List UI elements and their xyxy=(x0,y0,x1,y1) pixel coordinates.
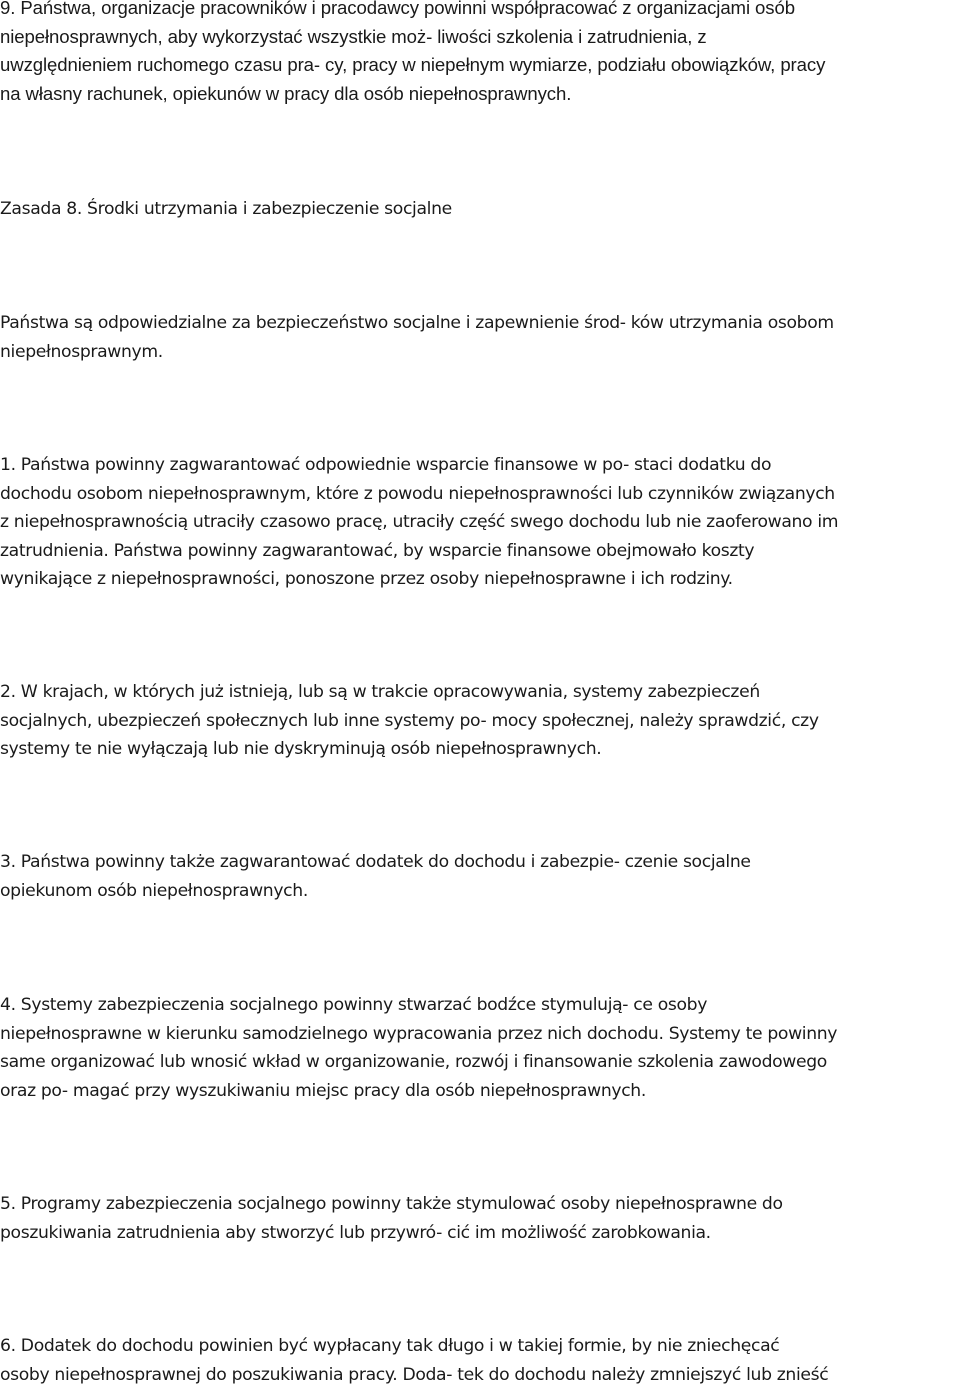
paragraph-line: oraz po- magać przy wyszukiwaniu miejsc pracy dla osób niepełnosprawnych. xyxy=(0,1080,646,1101)
paragraph-line: 1. Państwa powinny zagwarantować odpowiednie wsparcie finansowe w po- staci dodatku do xyxy=(0,455,772,475)
intro-paragraph xyxy=(0,0,825,108)
section-heading-text: Zasada 8. Środki utrzymania i zabezpieczenie socjalne xyxy=(0,199,452,219)
intro-line: niepełnosprawnych, aby wykorzystać wszystkie moż- liwości szkolenia i zatrudnienia, z xyxy=(0,25,707,47)
intro-line: na własny rachunek, opiekunów w pracy dla osób niepełnosprawnych. xyxy=(0,82,572,104)
paragraph-line: z niepełnosprawnością utraciły czasowo pracę, utraciły część swego dochodu lub nie zaoferowano im xyxy=(0,512,839,532)
point-3-paragraph xyxy=(0,848,751,905)
paragraph-line: systemy te nie wyłączają lub nie dyskryminują osób niepełnosprawnych. xyxy=(0,739,602,759)
point-1-paragraph xyxy=(0,451,838,594)
paragraph-line: 2. W krajach, w których już istnieją, lub są w trakcie opracowywania, systemy zabezpieczeń xyxy=(0,682,760,702)
point-2-paragraph xyxy=(0,678,819,764)
point-5-paragraph xyxy=(0,1190,783,1247)
paragraph-line: niepełnosprawne w kierunku samodzielnego wypracowania przez nich dochodu. Systemy te powinny xyxy=(0,1023,838,1044)
paragraph-line: same organizować lub wnosić wkład w organizowanie, rozwój i finansowanie szkolenia zawodowego xyxy=(0,1052,827,1072)
paragraph-line: Państwa są odpowiedzialne za bezpieczeństwo socjalne i zapewnienie środ- ków utrzymania osobom xyxy=(0,313,834,333)
paragraph-line: 4. Systemy zabezpieczenia socjalnego powinny stwarzać bodźce stymulują- ce osoby xyxy=(0,995,708,1015)
point-4-paragraph xyxy=(0,991,837,1105)
paragraph-line: dochodu osobom niepełnosprawnym, które z powodu niepełnosprawności lub czynników związanych xyxy=(0,483,835,504)
paragraph-line: 5. Programy zabezpieczenia socjalnego powinny także stymulować osoby niepełnosprawne do xyxy=(0,1194,783,1214)
lead-paragraph xyxy=(0,309,834,366)
paragraph-line: 6. Dodatek do dochodu powinien być wypłacany tak długo i w takiej formie, by nie zniechęcać xyxy=(0,1336,780,1356)
paragraph-line: niepełnosprawnym. xyxy=(0,341,163,362)
paragraph-line: zatrudnienia. Państwa powinny zagwarantować, by wsparcie finansowe obejmowało koszty xyxy=(0,540,755,561)
paragraph-line: socjalnych, ubezpieczeń społecznych lub inne systemy po- mocy społecznej, należy sprawdzić, czy xyxy=(0,710,819,731)
intro-line: uwzględnieniem ruchomego czasu pra- cy, pracy w niepełnym wymiarze, podziału obowiązków, pracy xyxy=(0,54,826,75)
point-6-paragraph xyxy=(0,1332,828,1389)
section-heading xyxy=(0,195,452,224)
paragraph-line: poszukiwania zatrudnienia aby stworzyć lub przywró- cić im możliwość zarobkowania. xyxy=(0,1222,711,1243)
paragraph-line: 3. Państwa powinny także zagwarantować dodatek do dochodu i zabezpie- czenie socjalne xyxy=(0,852,751,872)
paragraph-line: osoby niepełnosprawnej do poszukiwania pracy. Doda- tek do dochodu należy zmniejszyć lub znieść xyxy=(0,1364,829,1385)
intro-line: 9. Państwa, organizacje pracowników i pracodawcy powinni współpracować z organizacjami osób xyxy=(0,0,795,18)
paragraph-line: opiekunom osób niepełnosprawnych. xyxy=(0,880,308,901)
paragraph-line: wynikające z niepełnosprawności, ponoszone przez osoby niepełnosprawne i ich rodziny. xyxy=(0,569,733,589)
